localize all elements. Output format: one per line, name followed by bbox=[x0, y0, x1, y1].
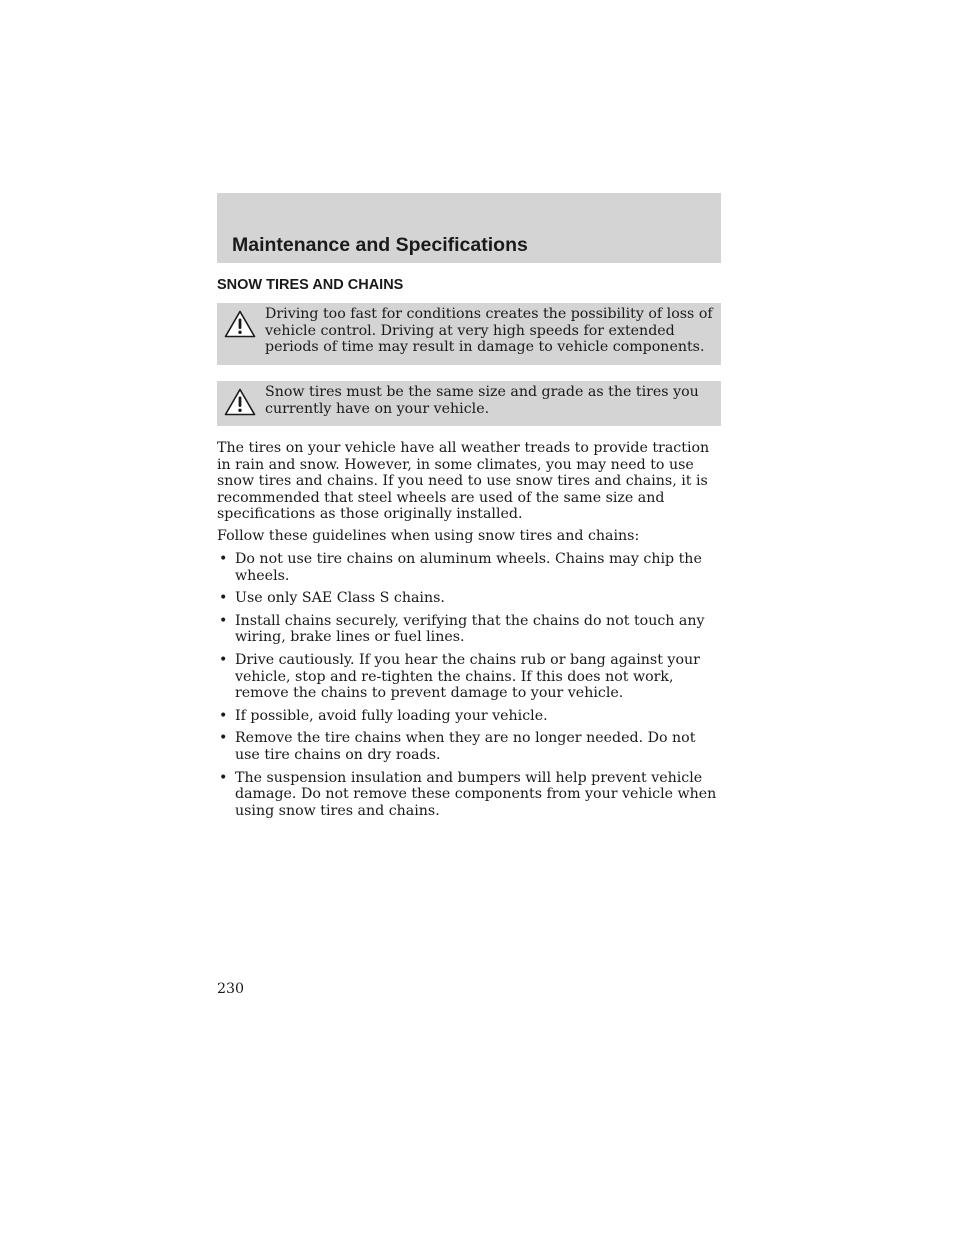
bullet-icon: • bbox=[219, 590, 228, 607]
list-item bbox=[217, 652, 717, 702]
list-item-text: Drive cautiously. If you hear the chains rub or bang against your vehicle, stop and re-tighten the chains. If this does not work, remove the chains to prevent damage to your vehicle. bbox=[235, 651, 700, 702]
list-item bbox=[217, 708, 717, 725]
intro-paragraph: The tires on your vehicle have all weather treads to provide traction in rain and snow. However, in some climates, you may need to use snow tires and chains. If you need to use snow tires and chains, it is recommended that steel wheels are used of the same size and specifications as those originally installed. bbox=[217, 440, 710, 523]
chapter-title: Maintenance and Specifications bbox=[232, 234, 528, 256]
list-item bbox=[217, 613, 717, 646]
bullet-icon: • bbox=[219, 551, 228, 567]
section-heading: SNOW TIRES AND CHAINS bbox=[217, 277, 404, 293]
bullet-icon: • bbox=[219, 769, 228, 786]
bullet-icon: • bbox=[219, 730, 228, 747]
warning-box-speed bbox=[217, 303, 721, 365]
list-item-text: The suspension insulation and bumpers will help prevent vehicle damage. Do not remove these components from your vehicle when using snow tires and chains. bbox=[235, 769, 717, 819]
warning-triangle-icon bbox=[224, 388, 256, 416]
guidelines-list bbox=[217, 551, 717, 825]
bullet-icon: • bbox=[219, 707, 228, 724]
warning-text: Driving too fast for conditions creates the possibility of loss of vehicle control. Driving at very high speeds for extended periods of time may result in damage to vehicle components. bbox=[265, 306, 713, 356]
list-item-text: Install chains securely, verifying that the chains do not touch any wiring, brake lines or fuel lines. bbox=[235, 612, 705, 646]
guidelines-lead-in: Follow these guidelines when using snow tires and chains: bbox=[217, 528, 640, 544]
list-item bbox=[217, 590, 717, 607]
bullet-icon: • bbox=[219, 651, 228, 668]
warning-box-tire-size bbox=[217, 381, 721, 426]
list-item bbox=[217, 551, 717, 584]
list-item-text: Use only SAE Class S chains. bbox=[235, 590, 445, 607]
list-item-text: Do not use tire chains on aluminum wheels. Chains may chip the wheels. bbox=[235, 551, 702, 584]
bullet-icon: • bbox=[219, 612, 228, 629]
list-item-text: If possible, avoid fully loading your vehicle. bbox=[235, 707, 548, 724]
list-item bbox=[217, 770, 717, 820]
list-item-text: Remove the tire chains when they are no longer needed. Do not use tire chains on dry roads. bbox=[235, 730, 696, 763]
page-number: 230 bbox=[217, 981, 245, 997]
list-item bbox=[217, 730, 717, 763]
warning-text: Snow tires must be the same size and grade as the tires you currently have on your vehicle. bbox=[265, 384, 699, 417]
chapter-header-band bbox=[217, 193, 721, 263]
warning-triangle-icon bbox=[224, 310, 256, 338]
